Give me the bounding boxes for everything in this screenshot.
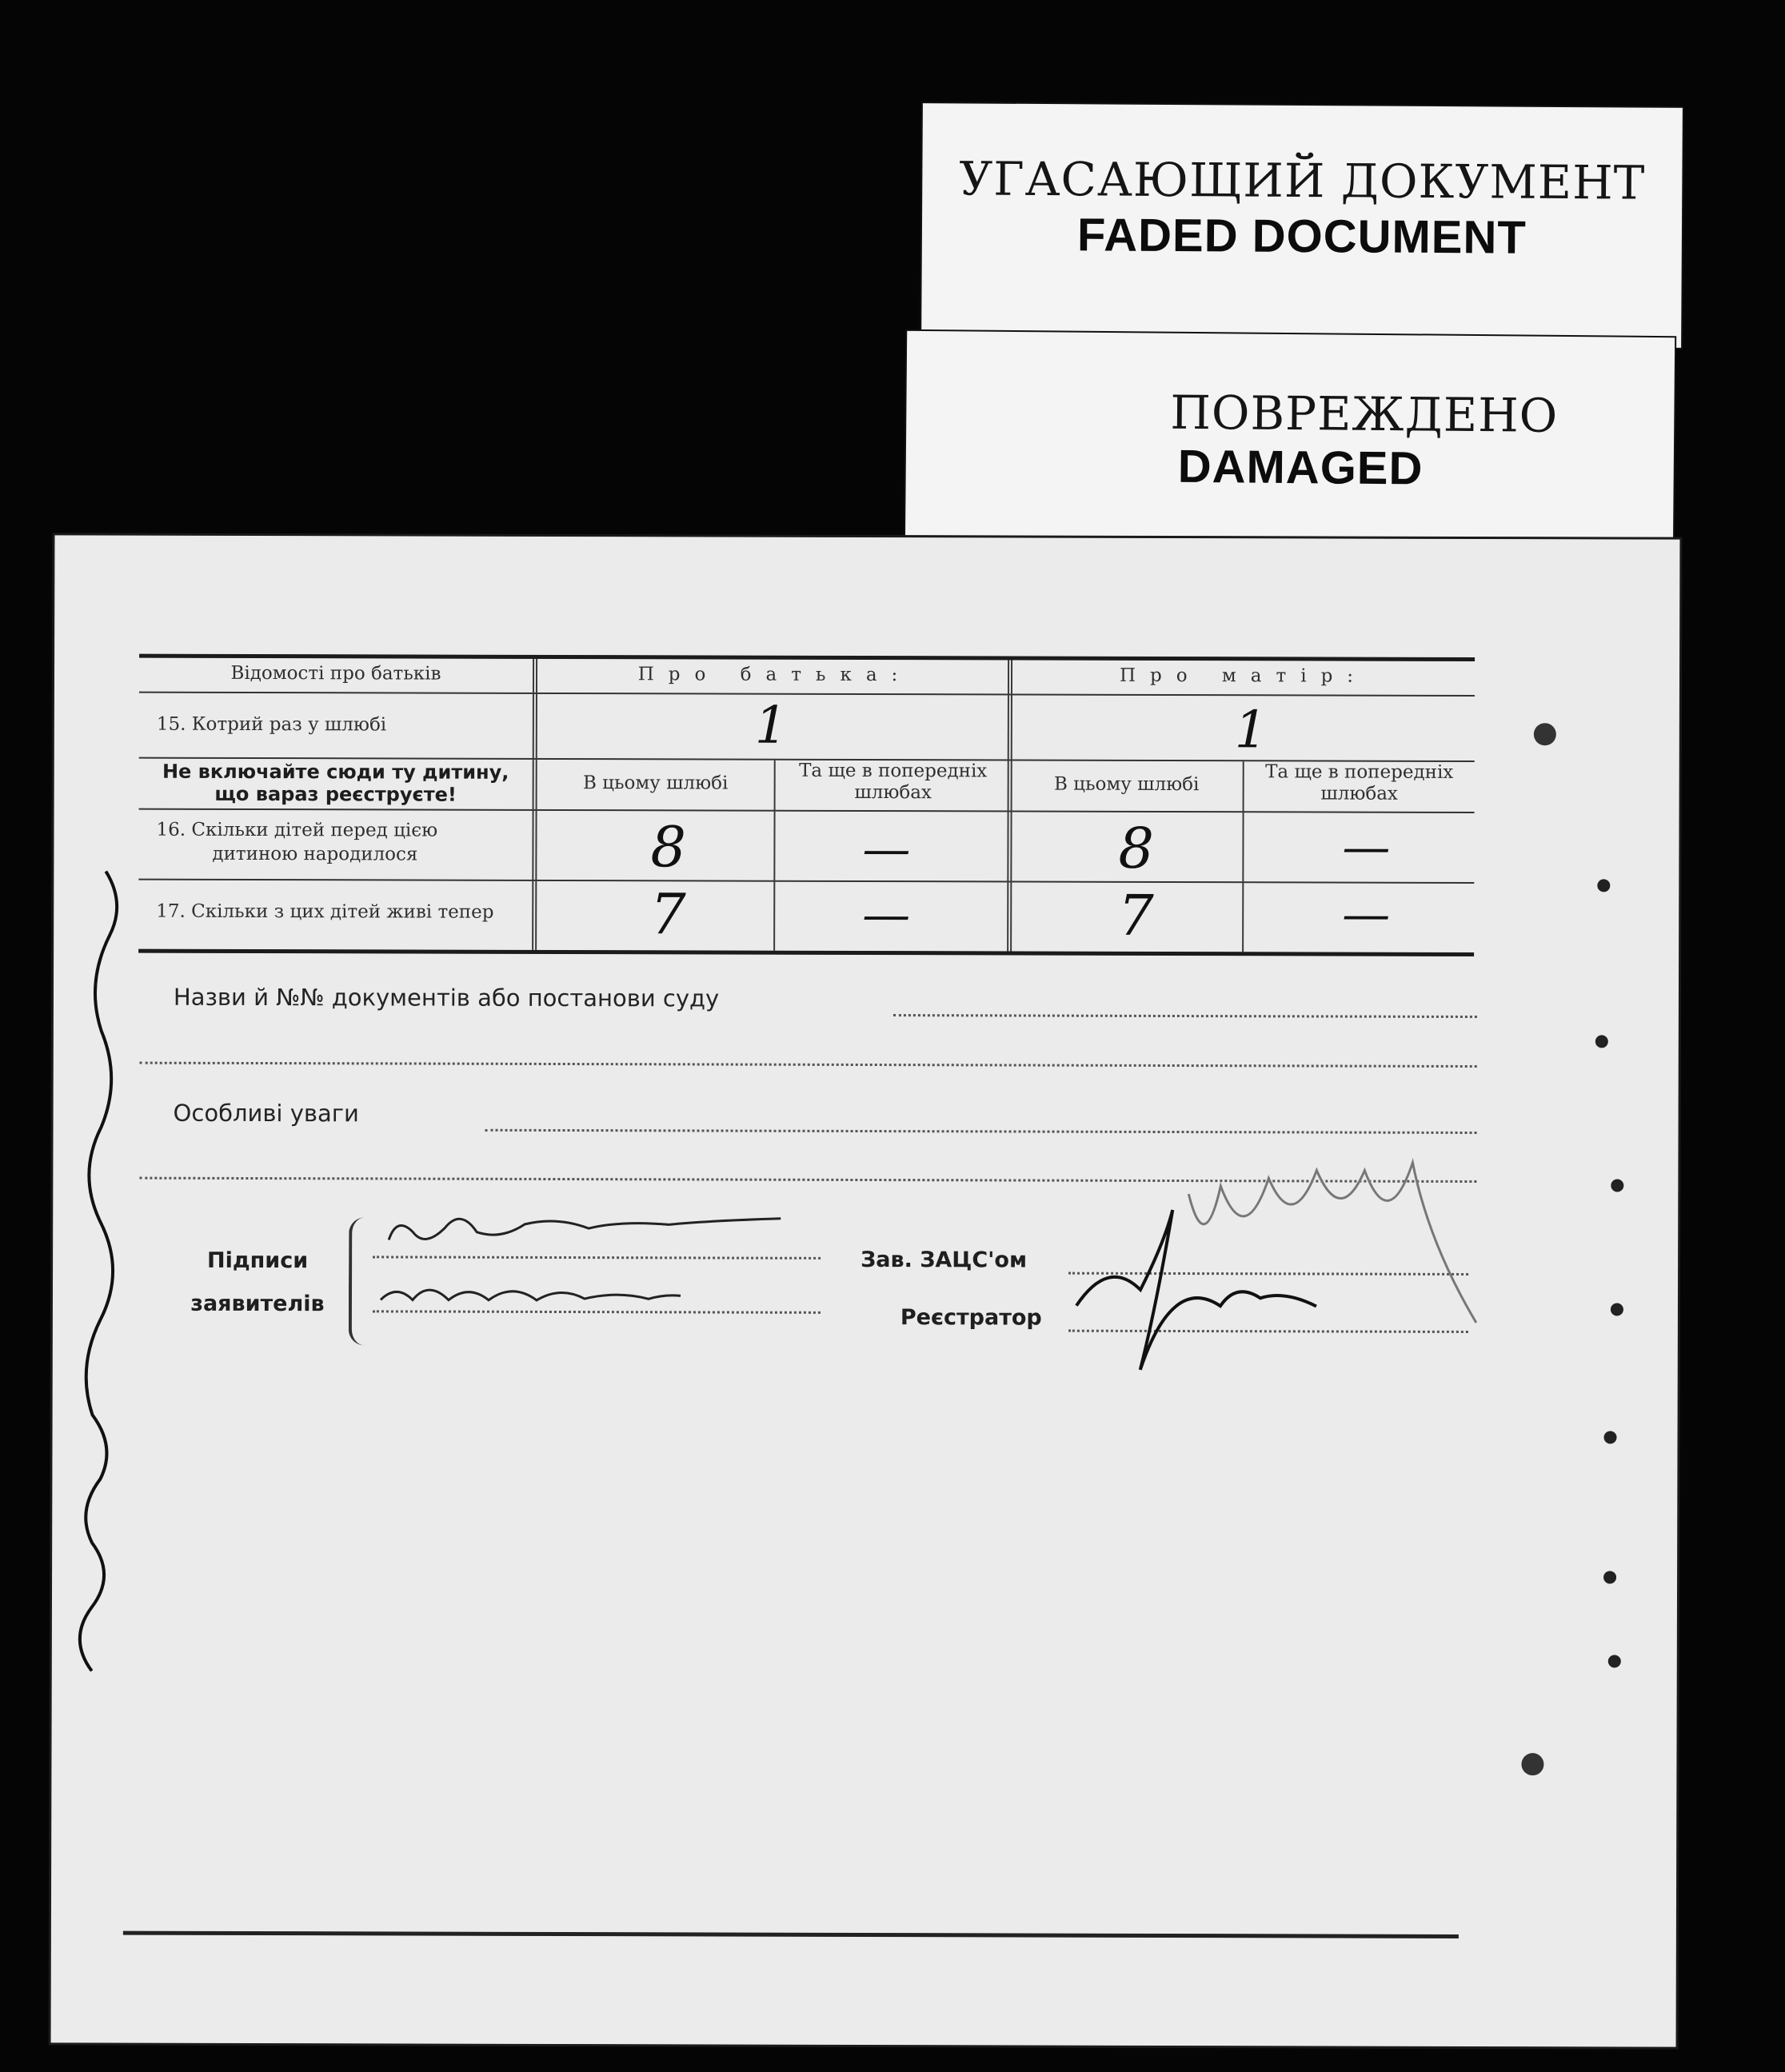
remarks-label: Особливі уваги: [173, 1099, 359, 1128]
faded-document-card: [921, 103, 1683, 348]
father-previous-header-line-1: Та ще в попередніх: [799, 760, 988, 782]
faded-label-en: FADED DOCUMENT: [1076, 209, 1527, 264]
bottom-rule: [123, 1931, 1459, 1938]
head-label: Зав. ЗАЦС'ом: [861, 1247, 1028, 1273]
row17-father-previous: —: [862, 886, 911, 944]
row17-mother-current: 7: [1118, 882, 1154, 948]
row16-father-current: 8: [650, 814, 687, 880]
row16-label-line-1: 16. Скільки дітей перед цією: [156, 819, 438, 841]
header-mother: Про матір:: [1119, 665, 1368, 687]
handwritten-signatures: [52, 535, 1679, 1499]
damaged-document-card: [905, 331, 1675, 561]
row16-father-previous: —: [862, 820, 911, 878]
damaged-label-en: DAMAGED: [1177, 440, 1424, 495]
mother-previous-header-line-2: шлюбах: [1320, 783, 1398, 804]
note-line-2: що вараз реєструєте!: [214, 782, 457, 806]
row17-label: 17. Скільки з цих дітей живі тепер: [156, 900, 494, 923]
registrar-label: Реєстратор: [900, 1305, 1042, 1331]
margin-handwriting: [44, 727, 134, 1687]
applicant-signature-1: [389, 1217, 781, 1240]
registrar-signature: [1076, 1210, 1317, 1371]
faded-label-ru: УГАСАЮЩИЙ ДОКУМЕНТ: [959, 151, 1646, 210]
form-sheet: [51, 535, 1680, 2046]
applicants-label-line-1: Підписи: [206, 1248, 309, 1274]
damaged-label-ru: ПОВРЕЖДЕНО: [1170, 385, 1559, 443]
row17-mother-previous: —: [1342, 886, 1391, 943]
header-parents-info: Відомості про батьків: [230, 662, 441, 685]
row16-label-line-2: дитиною народилося: [212, 843, 418, 865]
mother-previous-header-line-1: Та ще в попередніх: [1265, 761, 1454, 783]
row15-mother-value: 1: [1234, 701, 1268, 761]
punch-hole-mark: [1603, 1571, 1616, 1583]
row15-father-value: 1: [754, 696, 788, 756]
applicant-signature-2: [381, 1290, 681, 1300]
note-line-1: Не включайте сюди ту дитину,: [162, 760, 509, 784]
punch-hole-mark: [1608, 1655, 1621, 1667]
documents-label: Назви й №№ документів або постанови суду: [173, 983, 720, 1012]
father-current-header: В цьому шлюбі: [582, 773, 729, 794]
row16-mother-previous: —: [1342, 819, 1391, 876]
row15-label: 15. Котрий раз у шлюбі: [156, 713, 387, 736]
punch-hole-mark: [1521, 1753, 1543, 1775]
father-previous-header-line-2: шлюбах: [854, 781, 932, 804]
mother-current-header: В цьому шлюбі: [1053, 773, 1200, 796]
head-signature-faint: [1188, 1162, 1477, 1323]
row17-father-current: 7: [650, 881, 686, 948]
header-father: Про батька:: [637, 664, 912, 686]
applicants-label-line-2: заявителів: [190, 1291, 325, 1317]
row16-mother-current: 8: [1118, 815, 1155, 881]
